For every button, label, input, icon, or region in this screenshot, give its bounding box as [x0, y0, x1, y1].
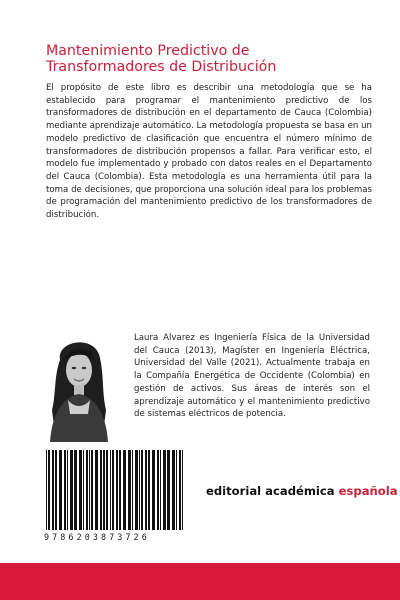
barcode-bar	[79, 450, 82, 530]
barcode-bars	[44, 450, 186, 530]
barcode-bar	[48, 450, 50, 530]
barcode-bar	[110, 450, 111, 530]
book-title-line-1: Mantenimiento Predictivo de	[46, 43, 250, 59]
barcode-bar	[163, 450, 166, 530]
barcode-bar	[148, 450, 150, 530]
barcode-bar	[176, 450, 177, 530]
barcode-bar	[139, 450, 140, 530]
barcode-bar	[145, 450, 147, 530]
author-bio: Laura Alvarez es Ingeniería Física de la Universidad del Cauca (2013), Magíster en Ingeniería Eléctrica, Universidad del Valle (2021). Actualmente trabaja en la Compañía Energética de Occidente (Colombia) en gestión de activos. Sus áreas de interés son el aprendizaje automático y el mantenimiento predictivo de sistemas eléctricos de potencia.	[134, 333, 370, 420]
barcode-bar	[59, 450, 62, 530]
barcode-bar	[70, 450, 73, 530]
book-abstract: El propósito de este libro es describir una metodología que se ha establecido para programar el mantenimiento predictivo de los transformadores de distribución en el departamento de Cauca (Colombia) mediante aprendizaje automático. La metodología propuesta se basa en un modelo predictivo de clasificación que encuentra el número mínimo de transformadores de distribución propensos a fallar. Para verificar esto, el modelo fue implementado y probado con datos reales en el Departamento del Cauca (Colombia). Esta metodología es una herramienta útil para la toma de decisiones, que proporciona una solución ideal para los problemas de programación del mantenimiento predictivo de los transformadores de distribución.	[46, 83, 372, 221]
barcode-bar	[160, 450, 161, 530]
barcode-bar	[46, 450, 47, 530]
barcode-bar	[86, 450, 88, 530]
isbn-number: 9786203873726	[44, 532, 150, 542]
barcode-bar	[182, 450, 183, 530]
barcode-bar	[128, 450, 131, 530]
barcode-bar	[172, 450, 175, 530]
barcode-bar	[157, 450, 159, 530]
barcode-bar	[132, 450, 133, 530]
barcode-bar	[55, 450, 57, 530]
barcode-bar	[64, 450, 66, 530]
barcode-bar	[89, 450, 90, 530]
barcode-bar	[116, 450, 118, 530]
barcode-bar	[135, 450, 138, 530]
barcode-bar	[103, 450, 105, 530]
barcode-bar	[100, 450, 102, 530]
barcode-bar	[119, 450, 121, 530]
barcode-bar	[67, 450, 68, 530]
book-title	[46, 43, 366, 75]
author-photo	[46, 330, 110, 442]
barcode-bar	[123, 450, 126, 530]
barcode-bar	[179, 450, 181, 530]
publisher-name-accent: española	[338, 484, 398, 498]
barcode-bar	[52, 450, 54, 530]
barcode-bar	[167, 450, 170, 530]
author-portrait-image	[46, 330, 110, 442]
publisher-logo	[206, 484, 398, 498]
barcode-bar	[83, 450, 84, 530]
publisher-name: editorial académica	[206, 484, 335, 498]
barcode-bar	[74, 450, 77, 530]
isbn-barcode	[44, 450, 186, 544]
footer-color-band	[0, 563, 400, 600]
book-title-line-2: Transformadores de Distribución	[46, 59, 277, 75]
barcode-bar	[141, 450, 143, 530]
barcode-bar	[112, 450, 114, 530]
barcode-bar	[91, 450, 93, 530]
barcode-bar	[95, 450, 98, 530]
barcode-bar	[152, 450, 155, 530]
barcode-bar	[106, 450, 108, 530]
